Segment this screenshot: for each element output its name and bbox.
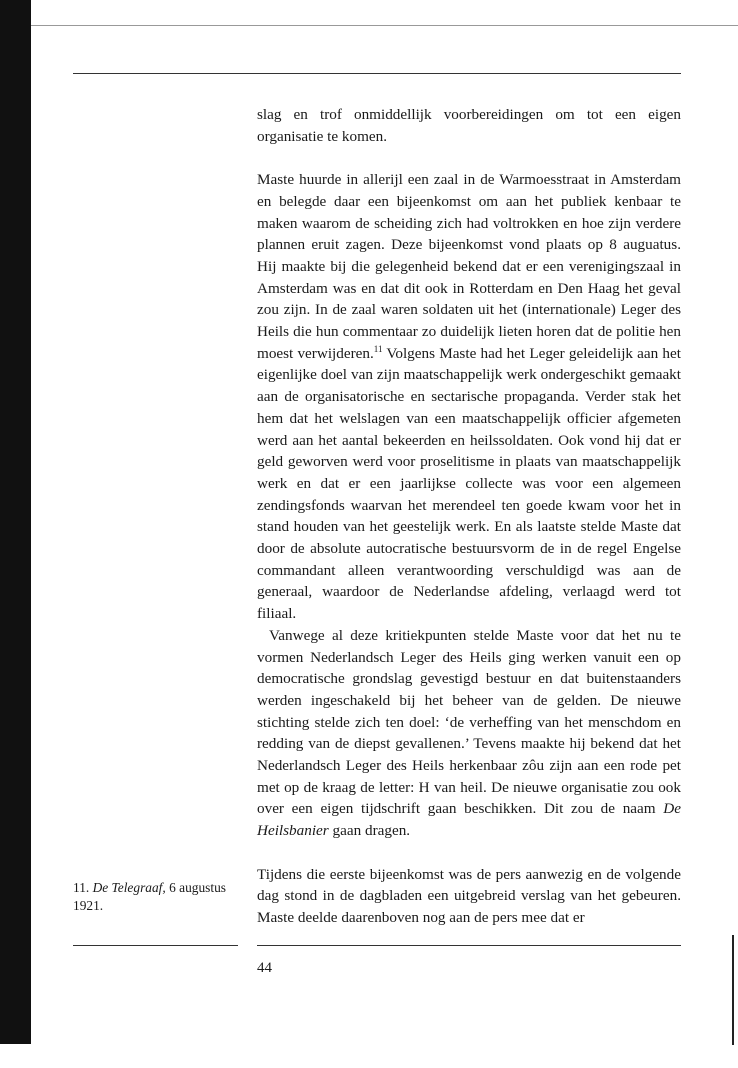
paragraph-3 [257,625,681,842]
journal-title: De Heilsbanier [257,800,681,840]
paragraph-3-part-b: gaan dragen. [328,822,411,840]
scan-right-edge [732,935,734,1045]
footnote-reference[interactable]: 11 [373,343,383,354]
body-text [257,104,681,929]
paragraph-2-part-b: Volgens Maste had het Leger geleidelijk aan het eigenlijke doel van zijn maatschappelijk werk ondergeschikt gemaakt aan de organisatorische en sectarische propaganda. Verder stak het hem dat het welslagen van een maatschappelijk officier afgemeten werd aan het aantal bekeerden en heilssoldaten. Ook vond hij dat er geld geworven werd voor proselitisme in plaats van maatschappelijk werk en dat er een jaarlijkse collecte was voor een algemeen zendingsfonds waarvan het merendeel ten goede kwam voor het in stand houden van het geestelijk werk. En als laatste stelde Maste dat door de absolute autocratische bestuursvorm de in de regel Engelse commandant alleen verantwoording verschuldigd was aan de generaal, waardoor de Nederlandse afdeling, verlaagd werd tot filiaal. [257,344,681,623]
footnote-number: 11. [73,880,93,895]
scan-top-edge [31,25,738,26]
paragraph-2 [257,169,681,625]
footnote [73,879,239,914]
footnote-rule [73,945,238,946]
footnote-source: De Telegraaf, [92,880,166,895]
page-number: 44 [257,960,272,976]
paragraph-1: slag en trof onmiddellijk voorbereidingen om tot een eigen organisatie te komen. [257,106,681,145]
scan-left-edge [0,0,31,1044]
paragraph-3-part-a: Vanwege al deze kritiekpunten stelde Maste voor dat het nu te vormen Nederlandsch Leger des Heils ging werken vanuit een op democratische grondslag gevestigd bestuur en dat buitenstaanders werden ingeschakeld bij het beheer van de gelden. De nieuwe stichting stelde zich ten doel: ‘de verheffing van het menschdom en redding van de diepst gevallenen.’ Tevens maakte hij bekend dat het Nederlandsch Leger des Heils herkenbaar zôu zijn aan een rode pet met op de kraag de letter: H van heil. De nieuwe organisatie zou ook over een eigen tijdschrift gaan beschikken. Dit zou de naam [257,626,681,818]
footer-rule [257,945,681,946]
footnote-date: 6 augustus 1921. [73,880,227,913]
paragraph-2-part-a: Maste huurde in allerijl een zaal in de Warmoesstraat in Amsterdam en belegde daar een bijeenkomst om aan het publiek kenbaar te maken waarom de scheiding zich had voltrokken en hoe zijn verdere plannen eruit zagen. Deze bijeenkomst vond plaats op 8 auguatus. Hij maakte bij die gelegenheid bekend dat er een verenigingszaal in Amsterdam was en dat dit ook in Rotterdam en Den Haag het geval zou zijn. In de zaal waren soldaten uit het (internationale) Leger des Heils die hun commentaar zo duidelijk lieten horen dat de politie hen moest verwijderen. [257,171,681,362]
header-rule [73,73,681,74]
paragraph-4: Tijdens die eerste bijeenkomst was de pers aanwezig en de volgende dag stond in de dagbladen een uitgebreid verslag van het gebeuren. Maste deelde daarenboven nog aan de pers mee dat er [257,865,681,926]
